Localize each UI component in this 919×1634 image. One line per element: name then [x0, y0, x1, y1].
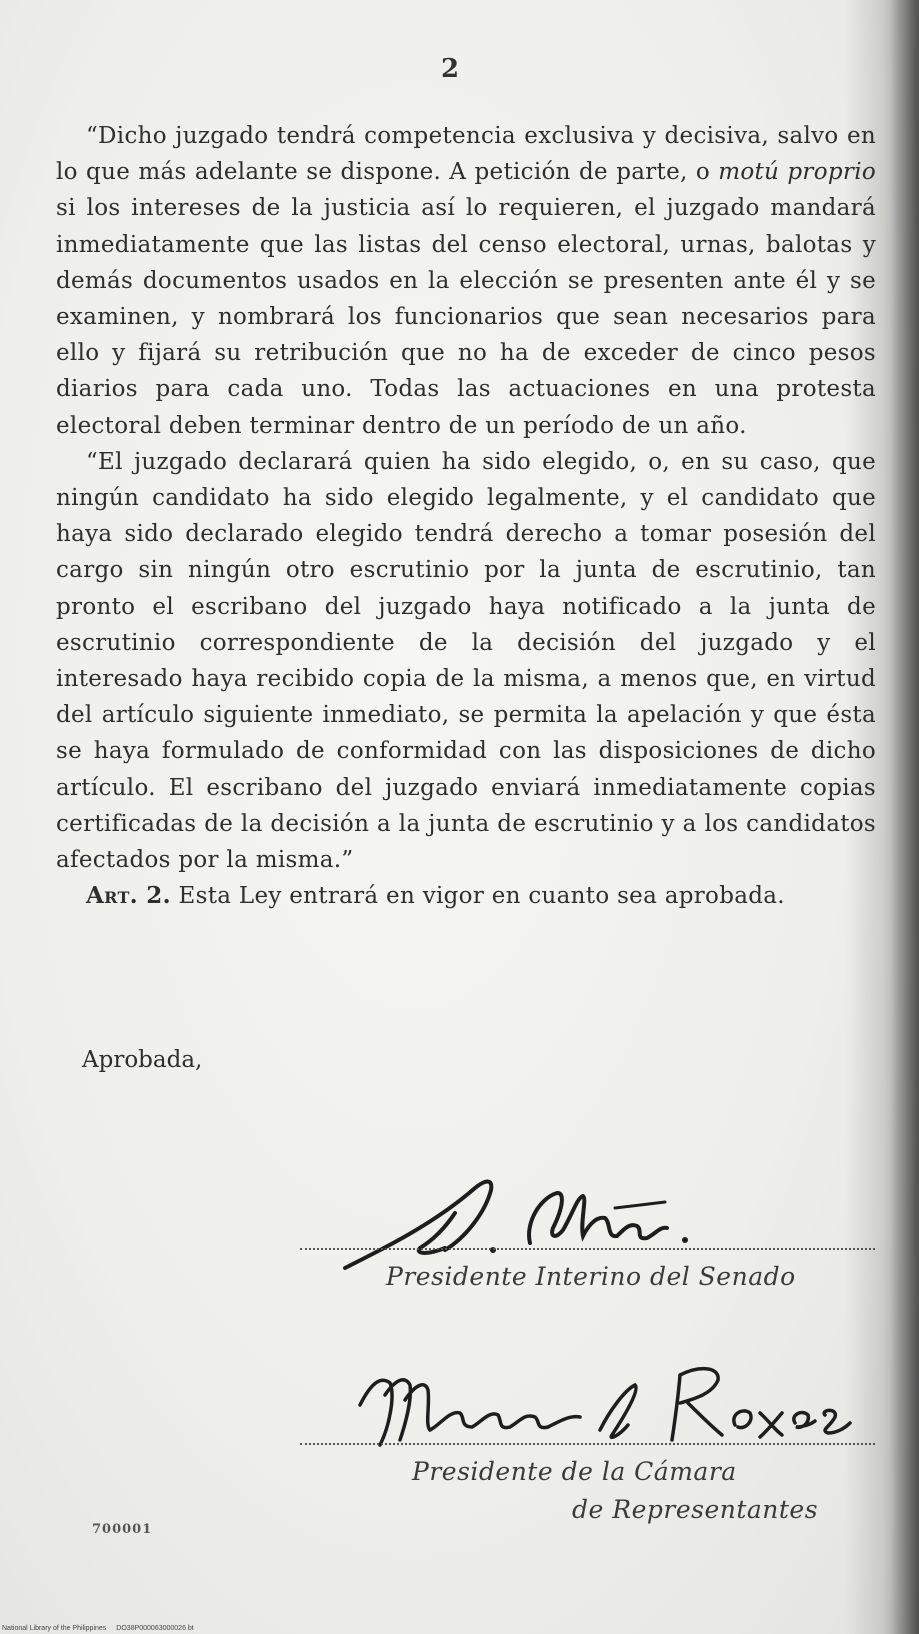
house-speaker-title-line1: Presidente de la Cámara	[412, 1457, 737, 1486]
paragraph-jurisdiction-start: “Dicho juzgado tendrá competencia exclusiva y decisiva, salvo en lo que más adelante se dispone. A petición de parte, o	[56, 123, 876, 186]
house-signature-line	[300, 1443, 875, 1445]
page-number: 2	[440, 54, 460, 84]
paragraph-declaration: “El juzgado declarará quien ha sido elegido, o, en su caso, que ningún candidato ha sido elegido legalmente, y el candidato que haya sido declarado elegido tendrá derecho a tomar posesión del cargo sin ningún otro escrutinio por la junta de escrutinio, tan pronto el escribano del juzgado haya notificado a la junta de escrutinio correspondiente de la decisión del juzgado y el interesado haya recibido copia de la misma, a menos que, en virtud del artículo siguiente inmediato, se permita la apelación y que ésta se haya formulado de conformidad con las disposiciones de dicho artículo. El escribano del juzgado enviará inmediatamente copias certificadas de la decisión a la junta de escrutinio y a los candidatos afectados por la misma.”	[56, 448, 876, 874]
article-text: Esta Ley entrará en vigor en cuanto sea aprobada.	[170, 883, 785, 910]
senate-signature-line	[300, 1248, 875, 1250]
footer-code: DO38P000063000026 bt	[116, 1625, 194, 1632]
document-stamp: 700001	[92, 1522, 153, 1537]
senate-president-title: Presidente Interino del Senado	[386, 1262, 796, 1291]
latin-phrase: motú proprio	[718, 159, 876, 186]
paragraph-jurisdiction-end: si los intereses de la justicia así lo requieren, el juzgado mandará inmediatamente que las listas del censo electoral, urnas, balotas y demás documentos usados en la elección se presenten ante él y se examinen, y nombrará los funcionarios que sean necesarios para ello y fijará su retribución que no ha de exceder de cinco pesos diarios para cada uno. Todas las actuaciones en una protesta electoral deben terminar dentro de un período de un año.	[56, 195, 876, 439]
house-speaker-signature	[350, 1355, 880, 1455]
approved-label: Aprobada,	[82, 1047, 203, 1073]
paragraph-article-2	[56, 878, 876, 914]
body-text	[56, 118, 876, 914]
house-speaker-title-line2: de Representantes	[572, 1495, 819, 1524]
archive-footer	[2, 1625, 194, 1632]
footer-library: National Library of the Philippines	[2, 1625, 107, 1632]
article-label: Art. 2.	[86, 882, 171, 910]
paragraph-jurisdiction	[56, 118, 876, 444]
page-edge-shadow	[891, 0, 919, 1634]
